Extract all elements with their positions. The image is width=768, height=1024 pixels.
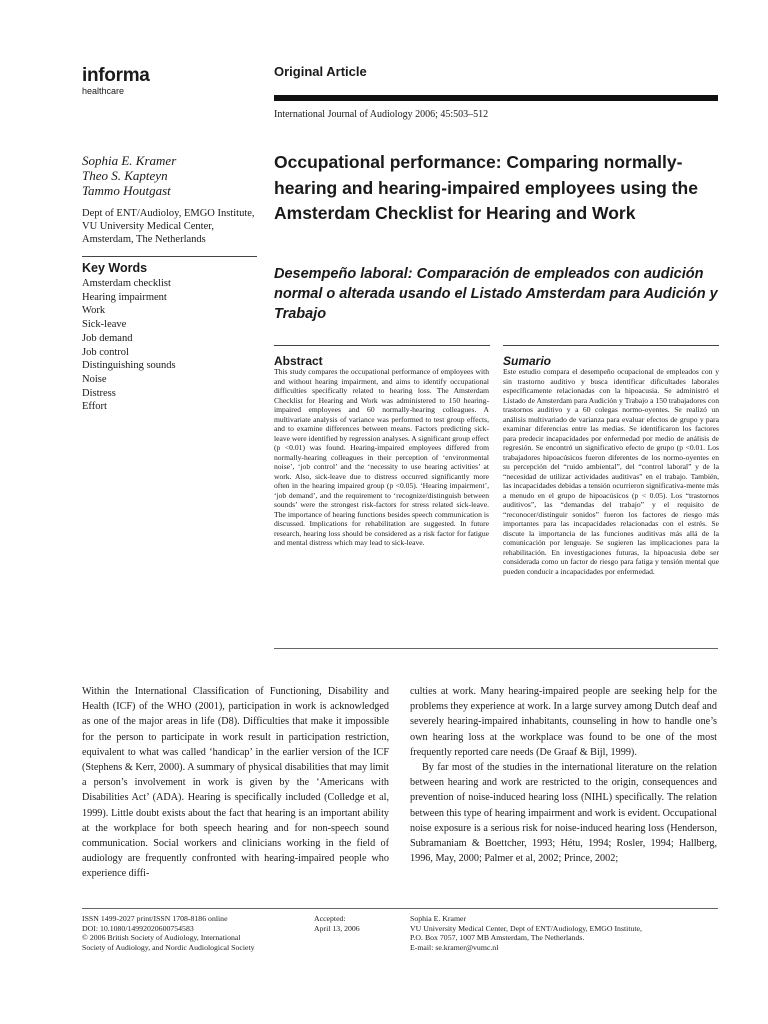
footer-rule bbox=[82, 908, 718, 909]
keyword-item: Amsterdam checklist bbox=[82, 278, 171, 289]
keyword-item: Distinguishing sounds bbox=[82, 360, 176, 372]
keyword-item: Effort bbox=[82, 401, 107, 413]
keyword-item: Sick-leave bbox=[82, 319, 127, 331]
author-name: Theo S. Kapteyn bbox=[82, 168, 168, 183]
header-rule bbox=[274, 95, 718, 101]
sumario-heading: Sumario bbox=[503, 354, 552, 368]
author-list bbox=[82, 153, 262, 198]
sumario-rule bbox=[503, 345, 719, 346]
keyword-item: Job control bbox=[82, 346, 129, 358]
abstract-rule bbox=[274, 345, 490, 346]
issn-line: ISSN 1499-2027 print/ISSN 1708-8186 online bbox=[82, 914, 228, 923]
keyword-item: Work bbox=[82, 305, 106, 317]
publisher-subname: healthcare bbox=[82, 86, 125, 96]
keyword-item: Distress bbox=[82, 387, 116, 399]
abstract-bottom-rule bbox=[274, 648, 718, 649]
article-type: Original Article bbox=[274, 64, 367, 79]
copyright-line: Society of Audiology, and Nordic Audiological Society bbox=[82, 942, 255, 952]
doi-line: DOI: 10.1080/14992020600754583 bbox=[82, 923, 194, 933]
publication-info bbox=[82, 914, 307, 952]
keywords-rule bbox=[82, 256, 257, 257]
abstract-text: This study compares the occupational performance of employees with and without hearing impairment, and aims to identify occupational difficulties specifically related to hearing loss. The Amsterdam Checklist for Hearing and Work was administered to 150 hearing-impaired employees and 60 normally-hearing colleagues. A multivariate analysis of variance was performed to test group effects, and to examine differences between means. Factors predicting sick-leave were identified by regression analyses. A significant group effect (p <0.01) was found. Hearing-impaired employees differed from normally-hearing colleagues in their perception of ‘environmental noise’, ‘job control’ and the ‘necessity to use hearing activities’ at work. Also, sick-leave due to distress occurred significantly more often in the hearing impaired group (p <0.05). ‘Hearing impairment’, ‘job demand’, and the requirement to ‘recognize/distinguish between sounds’ were the strongest risk-factors for stress related sick-leave. The importance of hearing functions besides speech communication is discussed. Implications for rehabilitation are suggested. In future research, hearing loss should be considered as a risk factor for fatigue and mental distress which may lead to sick-leave. bbox=[274, 367, 489, 547]
article-title-spanish: Desempeño laboral: Comparación de empleados con audición normal o alterada usando el Listado Amsterdam para Audición y Trabajo bbox=[274, 266, 718, 322]
keyword-item: Job demand bbox=[82, 332, 133, 344]
accepted-info bbox=[314, 914, 394, 933]
author-name: Sophia E. Kramer bbox=[82, 153, 177, 168]
body-paragraph: Within the International Classification of Functioning, Disability and Health (ICF) of the WHO (2001), participation in work is acknowledged as one of the major areas in life (D8). Difficulties that make it impossible for the person to participate in work result in participation restriction, equivalent to what was called ‘handicap’ in the earlier version of the ICF (Stephens & Kerr, 2000). A summary of physical disabilities that may limit a person’s involvement in work is given by the ‘Americans with Disabilities Act’ (ADA). Hearing is specifically included (Colledge et al, 1999). Little doubt exists about the fact that hearing is an important ability at the workplace for both speech hearing and for non-speech sound communication. Social workers and clinicians working in the field of audiology are frequently confronted with hearing-impaired people who experience diffi- bbox=[82, 686, 389, 880]
author-affiliation: Dept of ENT/Audioloy, EMGO Institute, VU University Medical Center, Amsterdam, The Netherlands bbox=[82, 208, 255, 245]
publisher-logo bbox=[82, 66, 150, 96]
body-column-right bbox=[410, 684, 717, 866]
correspondence-info bbox=[410, 914, 720, 952]
contact-name: Sophia E. Kramer bbox=[410, 914, 467, 923]
copyright-line: © 2006 British Society of Audiology, International bbox=[82, 933, 241, 943]
body-column-left bbox=[82, 684, 389, 882]
body-paragraph: culties at work. Many hearing-impaired people are seeking help for the problems they experience at work. In a large survey among Dutch deaf and severely hearing-impaired inhabitants, counseling in how to handle one’s own hearing loss at the workplace was found to be one of the most frequently reported care needs (De Graaf & Bijl, 1999). bbox=[410, 686, 717, 758]
keywords-heading: Key Words bbox=[82, 261, 148, 275]
accepted-label: Accepted: bbox=[314, 914, 346, 923]
keyword-item: Hearing impairment bbox=[82, 291, 167, 303]
sumario-text: Este estudio compara el desempeño ocupacional de empleados con y sin trastorno auditivo y busca identificar dificultades laborales específicamente relacionadas con la hipoacusia. Se administró el Listado de Amsterdam para Audición y Trabajo a 150 trabajadores con trastornos auditivo y a 60 colegas normo-oyentes. Se realizó un análisis multivariado de varianza para evaluar efectos de grupo y para examinar diferencias entre las medias. Se identificaron los factores para predecir incapacidades por enfermedad por medio de análisis de regresión. Se encontró un significativo efecto de grupo (p <0.01. Los trabajadores hipoacúsicos fueron diferentes de los normo-oyentes en su percepción del “ruido ambiental”, del “control laboral” y de la “necesidad de utilizar actividades auditivas” en el trabajo. También, las incapacidades debidas a tensión ocurrieron significativa-mente más a menudo en el grupo de hipoacúsicos (p < 0.05). Los “trastornos auditivos”, las “demandas del trabajo” y el requisito de “reconocer/distinguir sonidos” fueron los factores de riesgo más importantes para las incapacidades relacionadas con el estrés. Se discute la importancia de las funciones auditivas más allá de la comunicación por lenguaje. Se sugieren las implicaciones para la rehabilitación. En investigaciones futuras, la hipoacusia debe ser considerada como un factor de riesgo para fatiga y tensión mental que pueden conducir a incapacidades por enfermedad. bbox=[503, 367, 719, 576]
article-title: Occupational performance: Comparing normally-hearing and hearing-impaired employees using the Amsterdam Checklist for Hearing and Work bbox=[274, 152, 698, 223]
author-name: Tammo Houtgast bbox=[82, 183, 171, 198]
body-paragraph: By far most of the studies in the international literature on the relation between hearing and work are restricted to the origin, consequences and prevention of noise-induced hearing loss (NIHL) specifically. The relation between this type of hearing impairment and work is evident. Occupational noise exposure is a serious risk for noise-induced hearing loss (Henderson, Subramaniam & Boettcher, 1993; Hétu, 1994; Rosler, 1994; Hallberg, 1996, May, 2000; Palmer et al, 2002; Prince, 2002; bbox=[410, 762, 717, 865]
accepted-date: April 13, 2006 bbox=[314, 923, 360, 933]
contact-email: E-mail: se.kramer@vumc.nl bbox=[410, 942, 499, 952]
abstract-heading: Abstract bbox=[274, 354, 323, 368]
journal-citation: International Journal of Audiology 2006; 45:503–512 bbox=[274, 109, 489, 120]
keywords-list bbox=[82, 277, 262, 414]
keyword-item: Noise bbox=[82, 373, 107, 385]
publisher-name: informa bbox=[82, 65, 150, 86]
contact-address: P.O. Box 7057, 1007 MB Amsterdam, The Netherlands. bbox=[410, 933, 585, 943]
contact-address: VU University Medical Center, Dept of ENT/Audiology, EMGO Institute, bbox=[410, 923, 642, 933]
